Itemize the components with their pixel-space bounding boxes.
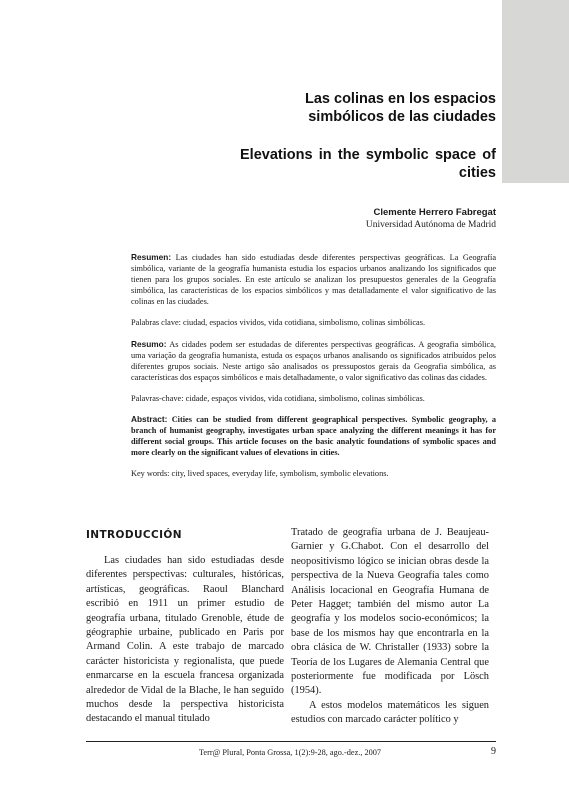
abstracts-section — [131, 252, 496, 480]
body-paragraph: Las ciudades han sido estudiadas desde diferentes perspectivas: culturales, históricas, artísticas, geográficas. Raoul Blanchard escribió en 1911 un primer estudio de geografía urbana, titulado Grenoble, étude de géographie urbaine, publicado en Paris por Armand Colin. A este trabajo de marcado carácter historicista y regionalista, que puede enmarcarse en la escuela francesa organizada alrededor de Vidal de la Blache, le han seguido muchos desde la perspectiva historicista destacando el manual titulado — [86, 555, 284, 725]
keywords-portuguese: Palavras-chave: cidade, espaços vividos, vida cotidiana, simbolismo, colinas simbólicas. — [131, 393, 425, 403]
abstract-english-label: Abstract: — [131, 414, 168, 425]
abstract-portuguese-text: As cidades podem ser estudadas de diferentes perspectivas geográficas. A geografia simbólica, uma variação da geografia humanista, estuda os espaços urbanos analisando os significados atribuídos pelos diferentes grupos sociais. Neste artigo são analisados os pressupostos gerais da Geografia simbólica, as características dos espaços simbólicos e mais detalhadamente, o valor significativo das colinas das cidades. — [131, 339, 496, 382]
author-block — [300, 207, 496, 231]
footer-citation: Terr@ Plural, Ponta Grossa, 1(2):9-28, ago.-dez., 2007 — [198, 748, 382, 757]
section-heading-introduction: INTRODUCCIÓN — [86, 529, 182, 541]
article-title-block — [240, 90, 496, 182]
author-affiliation: Universidad Autónoma de Madrid — [365, 220, 496, 230]
author-name: Clemente Herrero Fabregat — [373, 207, 496, 218]
body-column-right — [291, 526, 489, 728]
article-title-english: Elevations in the symbolic space of cities — [240, 147, 496, 181]
abstract-spanish — [131, 252, 496, 307]
abstract-spanish-label: Resumen: — [131, 252, 172, 262]
body-column-left — [86, 554, 284, 727]
footer-rule — [86, 741, 496, 742]
decorative-side-band — [502, 0, 569, 183]
keywords-english: Key words: city, lived spaces, everyday life, symbolism, symbolic elevations. — [131, 469, 389, 479]
body-paragraph-continued: Tratado de geografía urbana de J. Beaujeau-Garnier y G.Chabot. Con el desarrollo del neopositivismo lógico se inician obras desde la perspectiva de la Nueva Geografía tales como Análisis locacional en Geografía Humana de Peter Hagget; también del mismo autor La geografía y los modelos socio-económicos; la base de los mismos hay que encontrarla en la obra clásica de W. Christaller (1933) sobre la Teoría de los Lugares de Alemania Central que posteriormente fue modificada por Lösch (1954). — [291, 527, 489, 697]
abstract-portuguese-label: Resumo: — [131, 338, 167, 349]
article-title-spanish: Las colinas en los espacios simbólicos de las ciudades — [305, 91, 496, 125]
body-paragraph: A estos modelos matemáticos les siguen estudios con marcado carácter político y — [291, 699, 489, 726]
abstract-portuguese — [131, 339, 496, 383]
abstract-english-text: Cities can be studied from different geographical perspectives. Symbolic geography, a branch of humanist geography, investigates urban space analyzing the different meanings it has for different social groups. This article focuses on the basic analytic foundations of symbolic spaces and more clearly on the significant values of elevations in cities. — [131, 415, 496, 458]
abstract-spanish-text: Las ciudades han sido estudiadas desde diferentes perspectivas geográficas. La Geografía simbólica, variante de la geografía humanista estudia los espacios urbanos analizando los significados que tienen para los grupos sociales. En este artículo se analizan los presupuestos generales de la Geografía simbólica, las características de los espacios simbólicos y mas detalladamente el valor significativo de las colinas en las ciudades. — [131, 253, 496, 307]
page-number: 9 — [491, 746, 496, 757]
abstract-english — [131, 414, 496, 458]
keywords-spanish: Palabras clave: ciudad, espacios vividos, vida cotidiana, simbolismo, colinas simbólicas. — [131, 318, 426, 328]
